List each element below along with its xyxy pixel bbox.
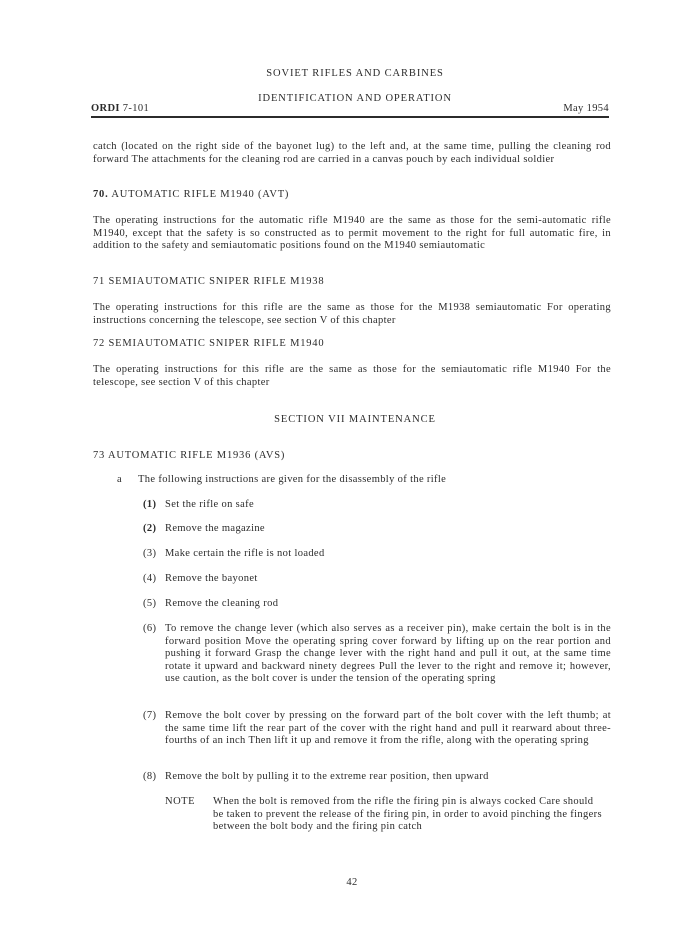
section-70-heading: [93, 189, 289, 200]
section-70-body: The operating instructions for the automatic rifle M1940 are the same as those for the semi-automatic rifle M1940, except that the safety is so constructed as to permit movement to the right for full automatic fire, in addition to the safety and semiautomatic positions found on the M1940 semiautomatic: [93, 215, 611, 252]
item-2-text: Remove the magazine: [165, 523, 265, 534]
item-3-number: (3): [143, 548, 157, 559]
item-6-number: (6): [143, 623, 157, 634]
item-7-text: Remove the bolt cover by pressing on the forward part of the bolt cover with the left thumb; at the same time lift the rear part of the cover with the right hand and pull it rearward about three-fourths of an inch Then lift it up and remove it from the rifle, along with the operating spring: [165, 710, 611, 747]
note-text: When the bolt is removed from the rifle the firing pin is always cocked Care should be taken to prevent the release of the firing pin, in order to avoid pinching the fingers between the bolt body and the firing pin catch: [213, 796, 602, 833]
section-71-body: The operating instructions for this rifle are the same as those for the M1938 semiautomatic For operating instructions concerning the telescope, see section V of this chapter: [93, 302, 611, 326]
item-5-text: Remove the cleaning rod: [165, 598, 279, 609]
header-title-line2: IDENTIFICATION AND OPERATION: [258, 93, 452, 104]
item-5-number: (5): [143, 598, 157, 609]
item-3-text: Make certain the rifle is not loaded: [165, 548, 325, 559]
section-72-heading: 72 SEMIAUTOMATIC SNIPER RIFLE M1940: [93, 338, 325, 349]
item-6-text: To remove the change lever (which also serves as a receiver pin), make certain the bolt is in the forward position Move the operating spring cover forward by lifting up on the rear portion and pushing it forward Grasp the change lever with the right hand and pull it out, at the same time rotate it upward and backward ninety degrees Pull the lever to the right and remove it; however, use caution, as the bolt cover is under the tension of the operating spring: [165, 623, 611, 685]
page-number: 42: [346, 877, 358, 888]
section-71-heading: 71 SEMIAUTOMATIC SNIPER RIFLE M1938: [93, 276, 325, 287]
item-4-number: (4): [143, 573, 157, 584]
document-code-number: 7-101: [119, 103, 150, 114]
header-rule: [91, 116, 609, 118]
item-1-number: (1): [143, 499, 157, 510]
item-4-text: Remove the bayonet: [165, 573, 258, 584]
item-2-number: (2): [143, 523, 157, 534]
subparagraph-a-text: The following instructions are given for the disassembly of the rifle: [138, 474, 447, 485]
item-8-number: (8): [143, 771, 157, 782]
section-73-heading: 73 AUTOMATIC RIFLE M1936 (AVS): [93, 450, 286, 461]
section-70-number: 70.: [93, 189, 109, 200]
item-1-text: Set the rifle on safe: [165, 499, 254, 510]
header-title-line1: SOVIET RIFLES AND CARBINES: [266, 68, 444, 79]
document-code-bold: ORDI: [91, 103, 120, 114]
note-label: NOTE: [165, 796, 195, 807]
document-code: [91, 103, 149, 116]
section-vii-heading: SECTION VII MAINTENANCE: [274, 414, 436, 425]
item-8-text: Remove the bolt by pulling it to the extreme rear position, then upward: [165, 771, 489, 782]
subparagraph-a-label: a: [117, 474, 123, 485]
section-70-title: AUTOMATIC RIFLE M1940 (AVT): [108, 189, 290, 200]
section-72-body: The operating instructions for this rifle are the same as those for the semiautomatic rifle M1940 For the telescope, see section V of this chapter: [93, 364, 611, 388]
item-7-number: (7): [143, 710, 157, 721]
intro-paragraph: catch (located on the right side of the bayonet lug) to the left and, at the same time, pulling the cleaning rod forward The attachments for the cleaning rod are carried in a canvas pouch by each individual soldier: [93, 141, 611, 165]
document-date: May 1954: [563, 103, 609, 114]
